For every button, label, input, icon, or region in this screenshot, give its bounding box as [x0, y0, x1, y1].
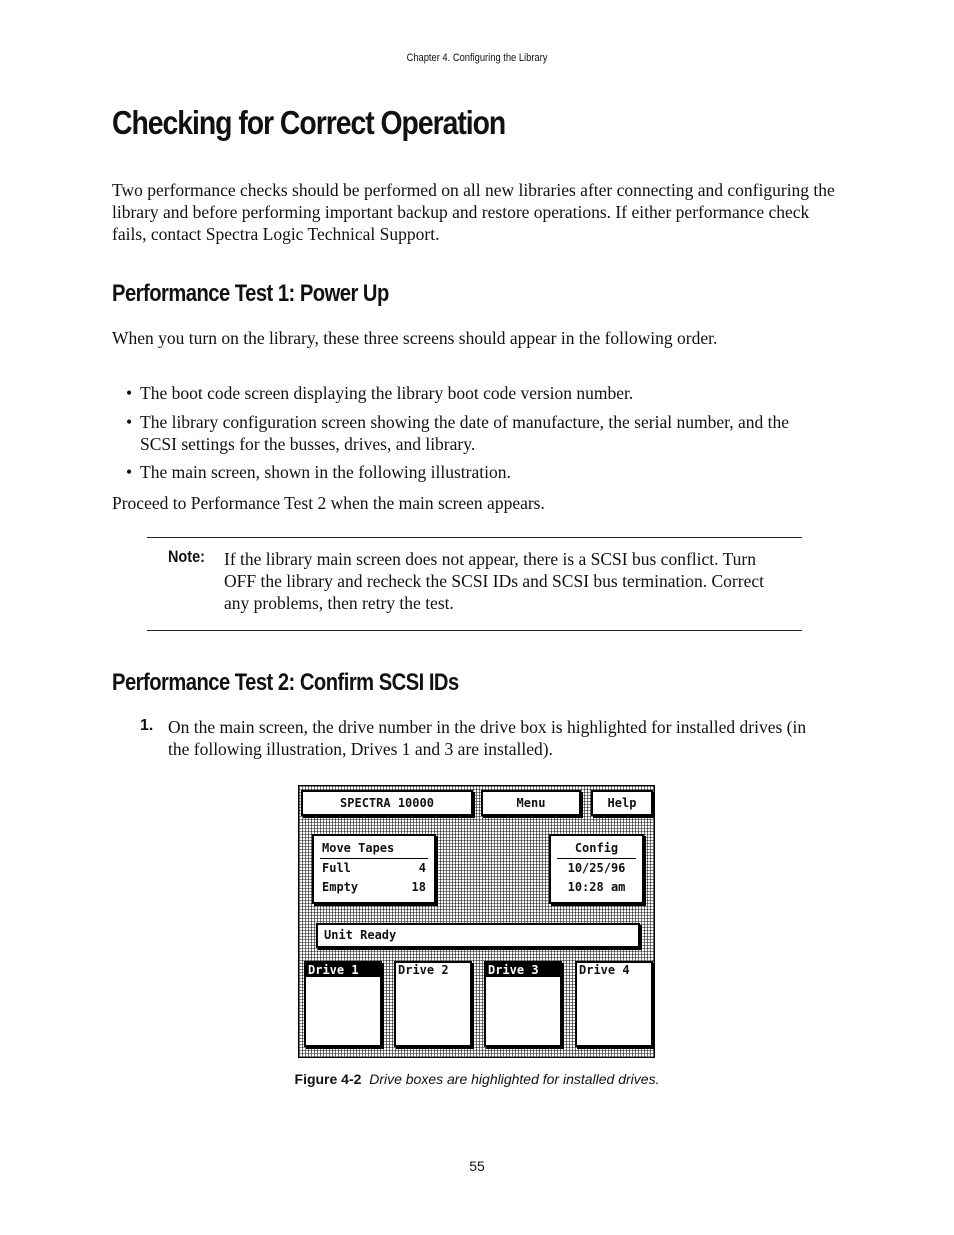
drive-label: Drive 3: [486, 963, 560, 977]
bullet-item: • The boot code screen displaying the library boot code version number.: [126, 383, 634, 403]
note-label: Note:: [168, 547, 205, 566]
config-date: 10/25/96: [567, 861, 626, 875]
help-button[interactable]: Help: [591, 790, 653, 816]
drive-4-box[interactable]: [575, 961, 653, 1047]
bullet-item: • The library configuration screen showing the date of manufacture, the serial number, and the SCSI settings for the busses, drives, and library.: [126, 412, 789, 454]
full-label: Full: [322, 861, 351, 875]
bullet-text: The main screen, shown in the following illustration.: [140, 462, 511, 482]
divider: [147, 537, 802, 538]
running-header: Chapter 4. Configuring the Library: [406, 52, 548, 64]
test1-heading: Performance Test 1: Power Up: [112, 280, 389, 307]
page-number: 55: [469, 1158, 485, 1174]
drive-1-box[interactable]: [304, 961, 382, 1047]
test2-heading: Performance Test 2: Confirm SCSI IDs: [112, 669, 459, 696]
step-number: 1.: [140, 717, 154, 734]
drive-label: Drive 4: [579, 963, 630, 977]
note-text: If the library main screen does not appear, there is a SCSI bus conflict. Turn OFF the library and recheck the SCSI IDs and SCSI bus termination. Correct any problems, then retry the test.: [224, 549, 764, 613]
empty-label: Empty: [322, 880, 359, 894]
spectra-title-button[interactable]: SPECTRA 10000: [301, 790, 473, 816]
config-label: Config: [557, 839, 636, 859]
figure-caption: [0, 1071, 954, 1087]
config-button[interactable]: [549, 834, 644, 904]
full-count: 4: [418, 861, 426, 875]
move-tapes-label: Move Tapes: [320, 839, 428, 859]
page-title: Checking for Correct Operation: [112, 104, 506, 141]
menu-button[interactable]: Menu: [481, 790, 581, 816]
empty-count: 18: [411, 880, 426, 894]
drive-label: Drive 1: [306, 963, 380, 977]
main-screen-figure: [298, 785, 655, 1058]
bullet-text: The boot code screen displaying the library boot code version number.: [140, 383, 634, 403]
bullet-text: The library configuration screen showing the date of manufacture, the serial number, and the SCSI settings for the busses, drives, and library.: [140, 412, 789, 454]
intro-paragraph: Two performance checks should be performed on all new libraries after connecting and configuring the library and before performing important backup and restore operations. If either performance check fails, contact Spectra Logic Technical Support.: [112, 180, 835, 244]
bullet-item: • The main screen, shown in the following illustration.: [126, 462, 511, 482]
drive-2-box[interactable]: [394, 961, 472, 1047]
divider: [147, 630, 802, 631]
test1-lead: When you turn on the library, these three screens should appear in the following order.: [112, 328, 718, 348]
drive-3-box[interactable]: [484, 961, 562, 1047]
move-tapes-button[interactable]: [312, 834, 436, 904]
step-text: On the main screen, the drive number in the drive box is highlighted for installed drives (in the following illustration, Drives 1 and 3 are installed).: [168, 717, 807, 759]
figure-caption-text: Drive boxes are highlighted for installed drives.: [369, 1071, 660, 1087]
drive-label: Drive 2: [398, 963, 449, 977]
status-bar: Unit Ready: [316, 923, 640, 948]
config-time: 10:28 am: [567, 880, 626, 894]
figure-label: Figure 4-2: [294, 1071, 362, 1087]
proceed-text: Proceed to Performance Test 2 when the main screen appears.: [112, 493, 545, 513]
